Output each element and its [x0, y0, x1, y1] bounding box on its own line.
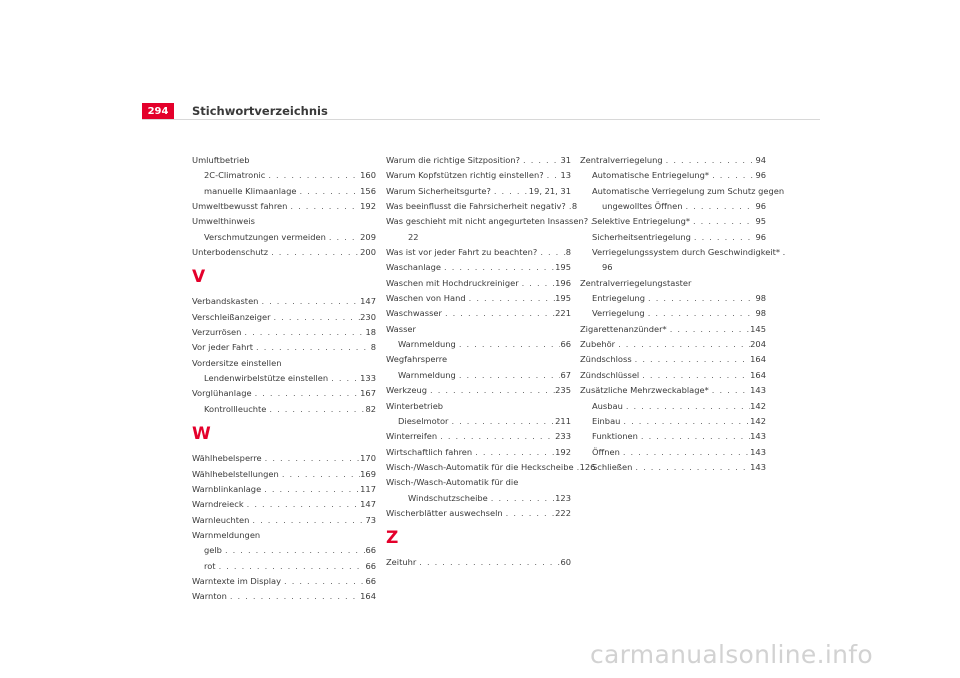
index-entry — [386, 445, 571, 460]
dot-leader — [456, 368, 561, 383]
index-entry-page: 66 — [560, 339, 571, 350]
index-entry-page: 169 — [360, 468, 376, 479]
index-entry — [386, 184, 571, 199]
index-entry — [580, 352, 766, 367]
index-entry — [580, 445, 766, 460]
index-entry-term: Vorglühanlage — [192, 388, 252, 399]
dot-leader — [253, 340, 371, 355]
index-entry — [386, 168, 571, 183]
dot-leader — [261, 482, 360, 497]
index-entry-term: Funktionen — [592, 431, 638, 442]
index-entry — [580, 414, 766, 429]
dot-leader — [472, 445, 555, 460]
index-entry — [192, 467, 376, 482]
index-entry-term: Verschmutzungen vermeiden — [204, 231, 326, 242]
index-entry-term: manuelle Klimaanlage — [204, 185, 297, 196]
index-entry-page: 192 — [360, 201, 376, 212]
index-entry-page: 8 — [565, 247, 571, 258]
dot-leader — [328, 371, 360, 386]
index-entry-term: Zeituhr — [386, 557, 417, 568]
index-entry-page: 211 — [555, 415, 571, 426]
dot-leader — [268, 245, 360, 260]
index-entry-page: 13 — [560, 170, 571, 181]
index-entry — [192, 340, 376, 355]
index-entry-page: 96 — [755, 201, 766, 212]
index-entry-page: 145 — [750, 323, 766, 334]
index-entry-page: 204 — [750, 339, 766, 350]
index-entry-term: ungewolltes Öffnen — [602, 201, 683, 212]
index-entry-page: 170 — [360, 453, 376, 464]
index-entry-term: Warnblinkanlage — [192, 483, 262, 494]
index-heading: Was geschieht mit nicht angegurteten Insassen? . — [386, 216, 594, 227]
index-entry-page: 195 — [555, 293, 571, 304]
index-entry-page: 60 — [560, 557, 571, 568]
index-entry — [580, 306, 766, 321]
dot-leader — [645, 291, 755, 306]
index-entry-term: Was ist vor jeder Fahrt zu beachten? — [386, 247, 538, 258]
index-entry — [580, 230, 766, 245]
index-entry-page: 98 — [755, 308, 766, 319]
index-entry — [580, 153, 766, 168]
index-entry — [192, 451, 376, 466]
index-entry-term: Selektive Entriegelung* — [592, 216, 690, 227]
index-entry — [386, 429, 571, 444]
index-heading: Zentralverriegelungstaster — [580, 277, 692, 288]
index-entry-page: 200 — [360, 247, 376, 258]
index-entry-term: Warntexte im Display — [192, 575, 282, 586]
index-entry — [386, 153, 571, 168]
dot-leader — [638, 429, 750, 444]
dot-leader — [442, 306, 555, 321]
section-letter: V — [192, 267, 206, 288]
index-entry-term: Warnleuchten — [192, 514, 250, 525]
index-entry — [386, 555, 571, 570]
dot-leader — [520, 153, 560, 168]
index-entry-page: 19, 21, 31 — [528, 185, 571, 196]
dot-leader — [632, 460, 750, 475]
dot-leader — [691, 230, 756, 245]
index-entry — [580, 168, 766, 183]
index-heading: Umwelthinweis — [192, 216, 255, 227]
index-entry-term: Verriegelung — [592, 308, 645, 319]
index-entry-page: 192 — [555, 446, 571, 457]
dot-leader — [287, 199, 360, 214]
index-entry — [386, 199, 578, 214]
index-heading: Wegfahrsperre — [386, 354, 448, 365]
index-entry-term: Warnmeldung — [398, 339, 456, 350]
dot-leader — [632, 352, 751, 367]
index-heading: Wisch-/Wasch-Automatik für die — [386, 477, 519, 488]
index-entry-term: Warum Sicherheitsgurte? — [386, 185, 491, 196]
index-entry — [192, 513, 376, 528]
dot-leader — [241, 325, 365, 340]
index-entry-page: 96 — [755, 170, 766, 181]
index-entry — [386, 306, 571, 321]
index-entry-term: Zusätzliche Mehrzweckablage* — [580, 385, 709, 396]
index-entry-term: Dieselmotor — [398, 415, 449, 426]
index-entry-term: Zündschloss — [580, 354, 632, 365]
dot-leader — [448, 414, 555, 429]
index-entry — [192, 482, 376, 497]
index-entry-page: 82 — [365, 403, 376, 414]
index-entry — [580, 291, 766, 306]
index-entry-page: 195 — [555, 262, 571, 273]
index-entry — [192, 497, 376, 512]
index-entry-term: Was beeinflusst die Fahrsicherheit negativ? — [386, 201, 566, 212]
index-entry-term: Öffnen — [592, 446, 620, 457]
dot-leader — [262, 451, 361, 466]
index-entry-page: 164 — [750, 354, 766, 365]
watermark: carmanualsonline.info — [590, 640, 873, 669]
dot-leader — [537, 245, 565, 260]
index-entry-page: 147 — [360, 296, 376, 307]
index-entry-term: Zentralverriegelung — [580, 155, 663, 165]
index-entry-term: Entriegelung — [592, 293, 646, 304]
index-entry-term: Zündschlüssel — [580, 369, 640, 380]
index-column-3 — [580, 153, 786, 475]
index-entry-term: Lendenwirbelstütze einstellen — [204, 373, 329, 384]
dot-leader — [437, 429, 555, 444]
index-entry — [386, 291, 571, 306]
dot-leader — [663, 153, 756, 168]
section-letter: Z — [386, 528, 399, 549]
index-entry-term: Windschutzscheibe — [408, 492, 488, 503]
index-entry-page: 94 — [755, 155, 766, 165]
dot-leader — [279, 467, 360, 482]
index-entry-page: 156 — [360, 185, 376, 196]
index-entry-page: 73 — [365, 514, 376, 525]
index-entry-page: 117 — [360, 483, 376, 494]
index-entry-term: Sicherheitsentriegelung — [592, 231, 691, 242]
dot-leader — [249, 513, 365, 528]
index-column-1 — [192, 153, 376, 605]
index-entry — [386, 383, 571, 398]
index-entry-term: Wirtschaftlich fahren — [386, 446, 473, 457]
dot-leader — [258, 294, 360, 309]
index-entry-page: 95 — [755, 216, 766, 227]
dot-leader — [645, 306, 756, 321]
dot-leader — [544, 168, 561, 183]
index-entry-page: 233 — [555, 431, 571, 442]
dot-leader — [252, 386, 361, 401]
index-entry-page: 230 — [360, 311, 376, 322]
dot-leader — [623, 399, 750, 414]
index-entry-page: 8 — [571, 201, 578, 212]
index-entry-page: 147 — [360, 499, 376, 510]
dot-leader — [266, 402, 365, 417]
index-entry-term: Wischerblätter auswechseln — [386, 507, 503, 518]
index-heading: 22 — [408, 231, 419, 242]
index-entry-term: Winterreifen — [386, 431, 438, 442]
page-title: Stichwortverzeichnis — [192, 104, 328, 118]
index-entry — [192, 230, 376, 245]
index-entry-page: 167 — [360, 388, 376, 399]
index-entry-term: Verbandskasten — [192, 296, 259, 307]
index-entry — [192, 574, 376, 589]
index-entry-page: 18 — [365, 327, 376, 338]
dot-leader — [271, 310, 361, 325]
dot-leader — [265, 168, 360, 183]
dot-leader — [222, 543, 365, 558]
index-entry — [386, 414, 571, 429]
index-entry-page: 143 — [750, 431, 766, 442]
index-entry — [386, 368, 571, 383]
dot-leader — [615, 337, 750, 352]
index-entry-page: 196 — [555, 277, 571, 288]
index-entry — [386, 260, 571, 275]
dot-leader — [639, 368, 750, 383]
index-entry-term: Zubehör — [580, 339, 616, 350]
index-entry-page: 164 — [360, 591, 376, 602]
index-entry-term: Waschen von Hand — [386, 293, 466, 304]
index-entry-term: Warnton — [192, 591, 227, 602]
index-entry — [580, 429, 766, 444]
page-number: 294 — [142, 103, 174, 120]
index-entry — [386, 337, 571, 352]
index-heading: Winterbetrieb — [386, 400, 444, 411]
index-entry — [192, 589, 376, 604]
index-entry-page: 133 — [360, 373, 376, 384]
index-entry-term: Verschleißanzeiger — [192, 311, 271, 322]
index-entry-page: 221 — [555, 308, 571, 319]
index-entry-term: Unterbodenschutz — [192, 247, 269, 258]
index-entry-term: Automatische Entriegelung* — [592, 170, 710, 181]
index-entry-page: 143 — [750, 446, 766, 457]
index-entry-term: Umweltbewusst fahren — [192, 201, 288, 212]
index-entry-page: 235 — [555, 385, 571, 396]
index-entry-page: 143 — [750, 385, 766, 396]
dot-leader — [690, 214, 755, 229]
index-entry-page: 123 — [555, 492, 571, 503]
index-entry-term: Vor jeder Fahrt — [192, 342, 254, 353]
dot-leader — [326, 230, 360, 245]
index-entry — [386, 276, 571, 291]
index-entry-term: Wisch-/Wasch-Automatik für die Heckscheibe — [386, 461, 574, 472]
dot-leader — [709, 168, 755, 183]
index-entry-page: 31 — [560, 155, 571, 165]
index-entry-page: 98 — [755, 293, 766, 304]
dot-leader — [427, 383, 555, 398]
index-entry-term: Warum die richtige Sitzposition? — [386, 155, 521, 165]
dot-leader — [466, 291, 556, 306]
index-entry — [192, 325, 376, 340]
dot-leader — [296, 184, 360, 199]
index-entry — [192, 559, 376, 574]
index-entry-term: Waschanlage — [386, 262, 442, 273]
index-heading: 96 — [602, 262, 613, 273]
index-entry-page: 160 — [360, 170, 376, 181]
index-entry — [192, 386, 376, 401]
index-heading: Wasser — [386, 323, 416, 334]
dot-leader — [441, 260, 555, 275]
index-entry — [192, 294, 376, 309]
index-entry — [580, 337, 766, 352]
index-entry — [192, 402, 376, 417]
dot-leader — [244, 497, 360, 512]
index-entry-page: 66 — [365, 575, 376, 586]
dot-leader — [216, 559, 366, 574]
index-entry — [580, 383, 766, 398]
index-entry-page: 164 — [750, 369, 766, 380]
index-entry-term: Warnmeldung — [398, 369, 456, 380]
dot-leader — [416, 555, 560, 570]
dot-leader — [227, 589, 360, 604]
index-entry — [192, 184, 376, 199]
index-entry — [386, 506, 571, 521]
dot-leader — [456, 337, 561, 352]
index-entry-term: Ausbau — [592, 400, 623, 411]
index-entry-page: 142 — [750, 400, 766, 411]
index-entry — [192, 199, 376, 214]
index-entry-term: Verzurrösen — [192, 327, 242, 338]
index-entry — [580, 199, 766, 214]
index-entry — [192, 168, 376, 183]
index-entry-term: Waschen mit Hochdruckreiniger — [386, 277, 519, 288]
index-column-2 — [386, 153, 596, 571]
index-entry — [192, 543, 376, 558]
index-entry-term: 2C-Climatronic — [204, 170, 266, 181]
index-entry — [192, 371, 376, 386]
index-heading: Vordersitze einstellen — [192, 357, 282, 368]
index-entry — [580, 368, 766, 383]
index-entry — [386, 460, 596, 475]
index-entry-term: rot — [204, 560, 216, 571]
index-entry-page: 126 — [579, 461, 596, 472]
index-heading: Verriegelungssystem durch Geschwindigkeit* . — [592, 247, 786, 258]
index-entry — [192, 245, 376, 260]
dot-leader — [488, 491, 555, 506]
index-entry-page: 222 — [555, 507, 571, 518]
dot-leader — [620, 445, 750, 460]
index-entry-page: 209 — [360, 231, 376, 242]
dot-leader — [491, 184, 529, 199]
index-entry-page: 143 — [750, 461, 766, 472]
dot-leader — [519, 276, 556, 291]
index-entry-term: Schließen — [592, 461, 633, 472]
dot-leader — [503, 506, 555, 521]
dot-leader — [709, 383, 750, 398]
index-entry-term: Einbau — [592, 415, 621, 426]
index-entry-page: 67 — [560, 369, 571, 380]
index-entry-term: Waschwasser — [386, 308, 442, 319]
index-heading: Umluftbetrieb — [192, 155, 250, 165]
index-entry-term: Warndreieck — [192, 499, 244, 510]
index-entry-page: 66 — [365, 560, 376, 571]
index-entry-term: gelb — [204, 545, 222, 556]
index-entry — [386, 245, 571, 260]
index-entry — [386, 491, 571, 506]
dot-leader — [667, 322, 750, 337]
dot-leader — [683, 199, 756, 214]
index-entry-page: 8 — [370, 342, 376, 353]
dot-leader — [281, 574, 365, 589]
index-entry — [580, 399, 766, 414]
index-entry — [580, 460, 766, 475]
index-heading: Automatische Verriegelung zum Schutz gegen — [592, 185, 785, 196]
dot-leader — [620, 414, 750, 429]
index-entry — [580, 322, 766, 337]
index-heading: Warnmeldungen — [192, 529, 261, 540]
index-entry-term: Kontrollleuchte — [204, 403, 267, 414]
header-divider — [142, 119, 820, 120]
index-entry-term: Warum Kopfstützen richtig einstellen? — [386, 170, 544, 181]
index-entry-term: Wählhebelsperre — [192, 453, 262, 464]
index-entry — [192, 310, 376, 325]
section-letter: W — [192, 424, 211, 445]
index-entry-term: Wählhebelstellungen — [192, 468, 279, 479]
index-entry-page: 142 — [750, 415, 766, 426]
index-entry — [580, 214, 766, 229]
index-entry-term: Werkzeug — [386, 385, 428, 396]
index-entry-page: 96 — [755, 231, 766, 242]
index-entry-page: 66 — [365, 545, 376, 556]
index-entry-term: Zigarettenanzünder* — [580, 323, 667, 334]
